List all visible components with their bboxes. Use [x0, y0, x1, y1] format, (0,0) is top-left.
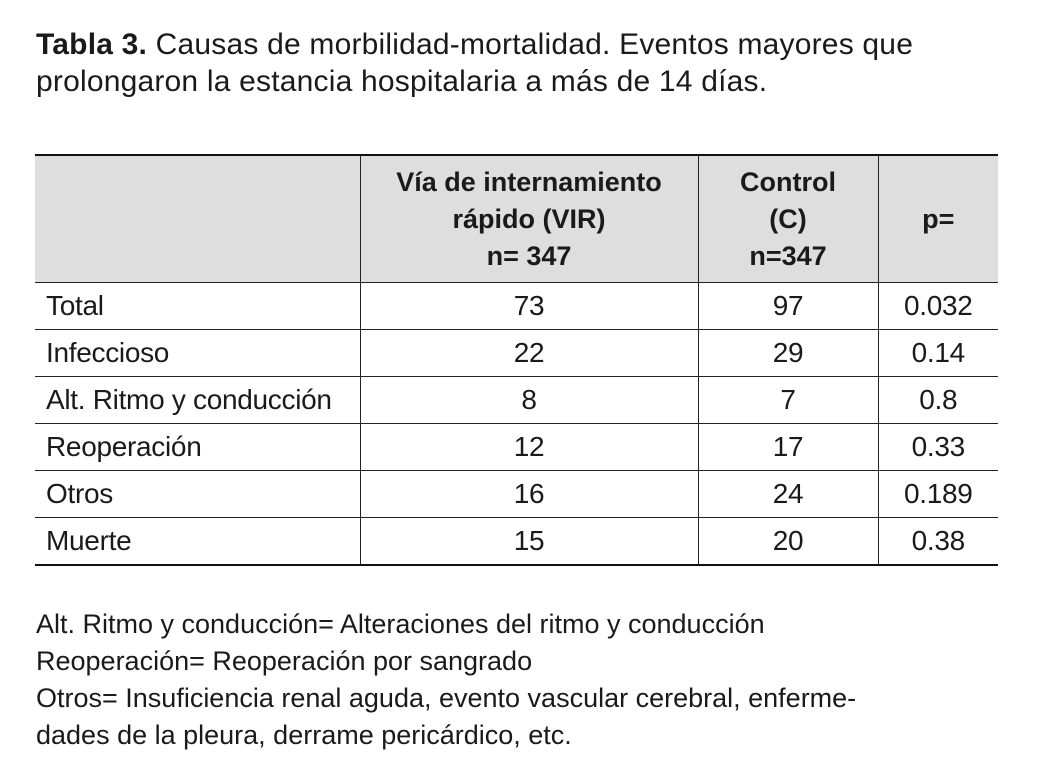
table-row	[35, 424, 998, 471]
control-value: 20	[698, 518, 878, 566]
table-row	[35, 283, 998, 330]
footnote-otros-continued: dades de la pleura, derrame pericárdico, etc.	[36, 720, 572, 750]
table-header-row	[35, 155, 998, 283]
p-value: 0.33	[878, 424, 998, 471]
p-value: 0.189	[878, 471, 998, 518]
vir-value: 15	[360, 518, 698, 566]
control-value: 7	[698, 377, 878, 424]
vir-value: 12	[360, 424, 698, 471]
p-value: 0.032	[878, 283, 998, 330]
control-value: 24	[698, 471, 878, 518]
table-row	[35, 377, 998, 424]
morbidity-mortality-table	[35, 154, 998, 566]
table-caption	[36, 26, 1006, 100]
header-control	[698, 155, 878, 283]
table-row	[35, 518, 998, 566]
p-value: 0.38	[878, 518, 998, 566]
control-value: 17	[698, 424, 878, 471]
table-footnotes	[36, 606, 1011, 754]
footnote-otros: Otros= Insuficiencia renal aguda, evento vascular cerebral, enferme-	[36, 683, 857, 713]
row-label: Muerte	[35, 518, 360, 566]
table-row	[35, 471, 998, 518]
header-empty-cell	[35, 155, 360, 283]
header-vir	[360, 155, 698, 283]
vir-value: 16	[360, 471, 698, 518]
header-vir-line-1: Vía de internamiento	[396, 166, 662, 197]
header-control-line-2: (C)	[769, 203, 807, 234]
vir-value: 73	[360, 283, 698, 330]
row-label: Infeccioso	[35, 330, 360, 377]
p-value: 0.8	[878, 377, 998, 424]
control-value: 29	[698, 330, 878, 377]
row-label: Reoperación	[35, 424, 360, 471]
header-vir-line-3: n= 347	[486, 240, 572, 271]
caption-label: Tabla 3.	[36, 28, 148, 61]
vir-value: 22	[360, 330, 698, 377]
header-control-line-1: Control	[740, 166, 836, 197]
footnote-reoperacion: Reoperación= Reoperación por sangrado	[36, 646, 533, 676]
row-label: Otros	[35, 471, 360, 518]
caption-text: Causas de morbilidad-mortalidad. Eventos mayores que prolongaron la estancia hospitalaria a más de 14 días.	[36, 28, 914, 98]
row-label: Total	[35, 283, 360, 330]
vir-value: 8	[360, 377, 698, 424]
header-p-value: p=	[878, 155, 998, 283]
header-control-line-3: n=347	[749, 240, 827, 271]
control-value: 97	[698, 283, 878, 330]
p-value: 0.14	[878, 330, 998, 377]
header-vir-line-2: rápido (VIR)	[452, 203, 606, 234]
row-label: Alt. Ritmo y conducción	[35, 377, 360, 424]
footnote-alt-ritmo: Alt. Ritmo y conducción= Alteraciones del ritmo y conducción	[36, 609, 765, 639]
table-row	[35, 330, 998, 377]
